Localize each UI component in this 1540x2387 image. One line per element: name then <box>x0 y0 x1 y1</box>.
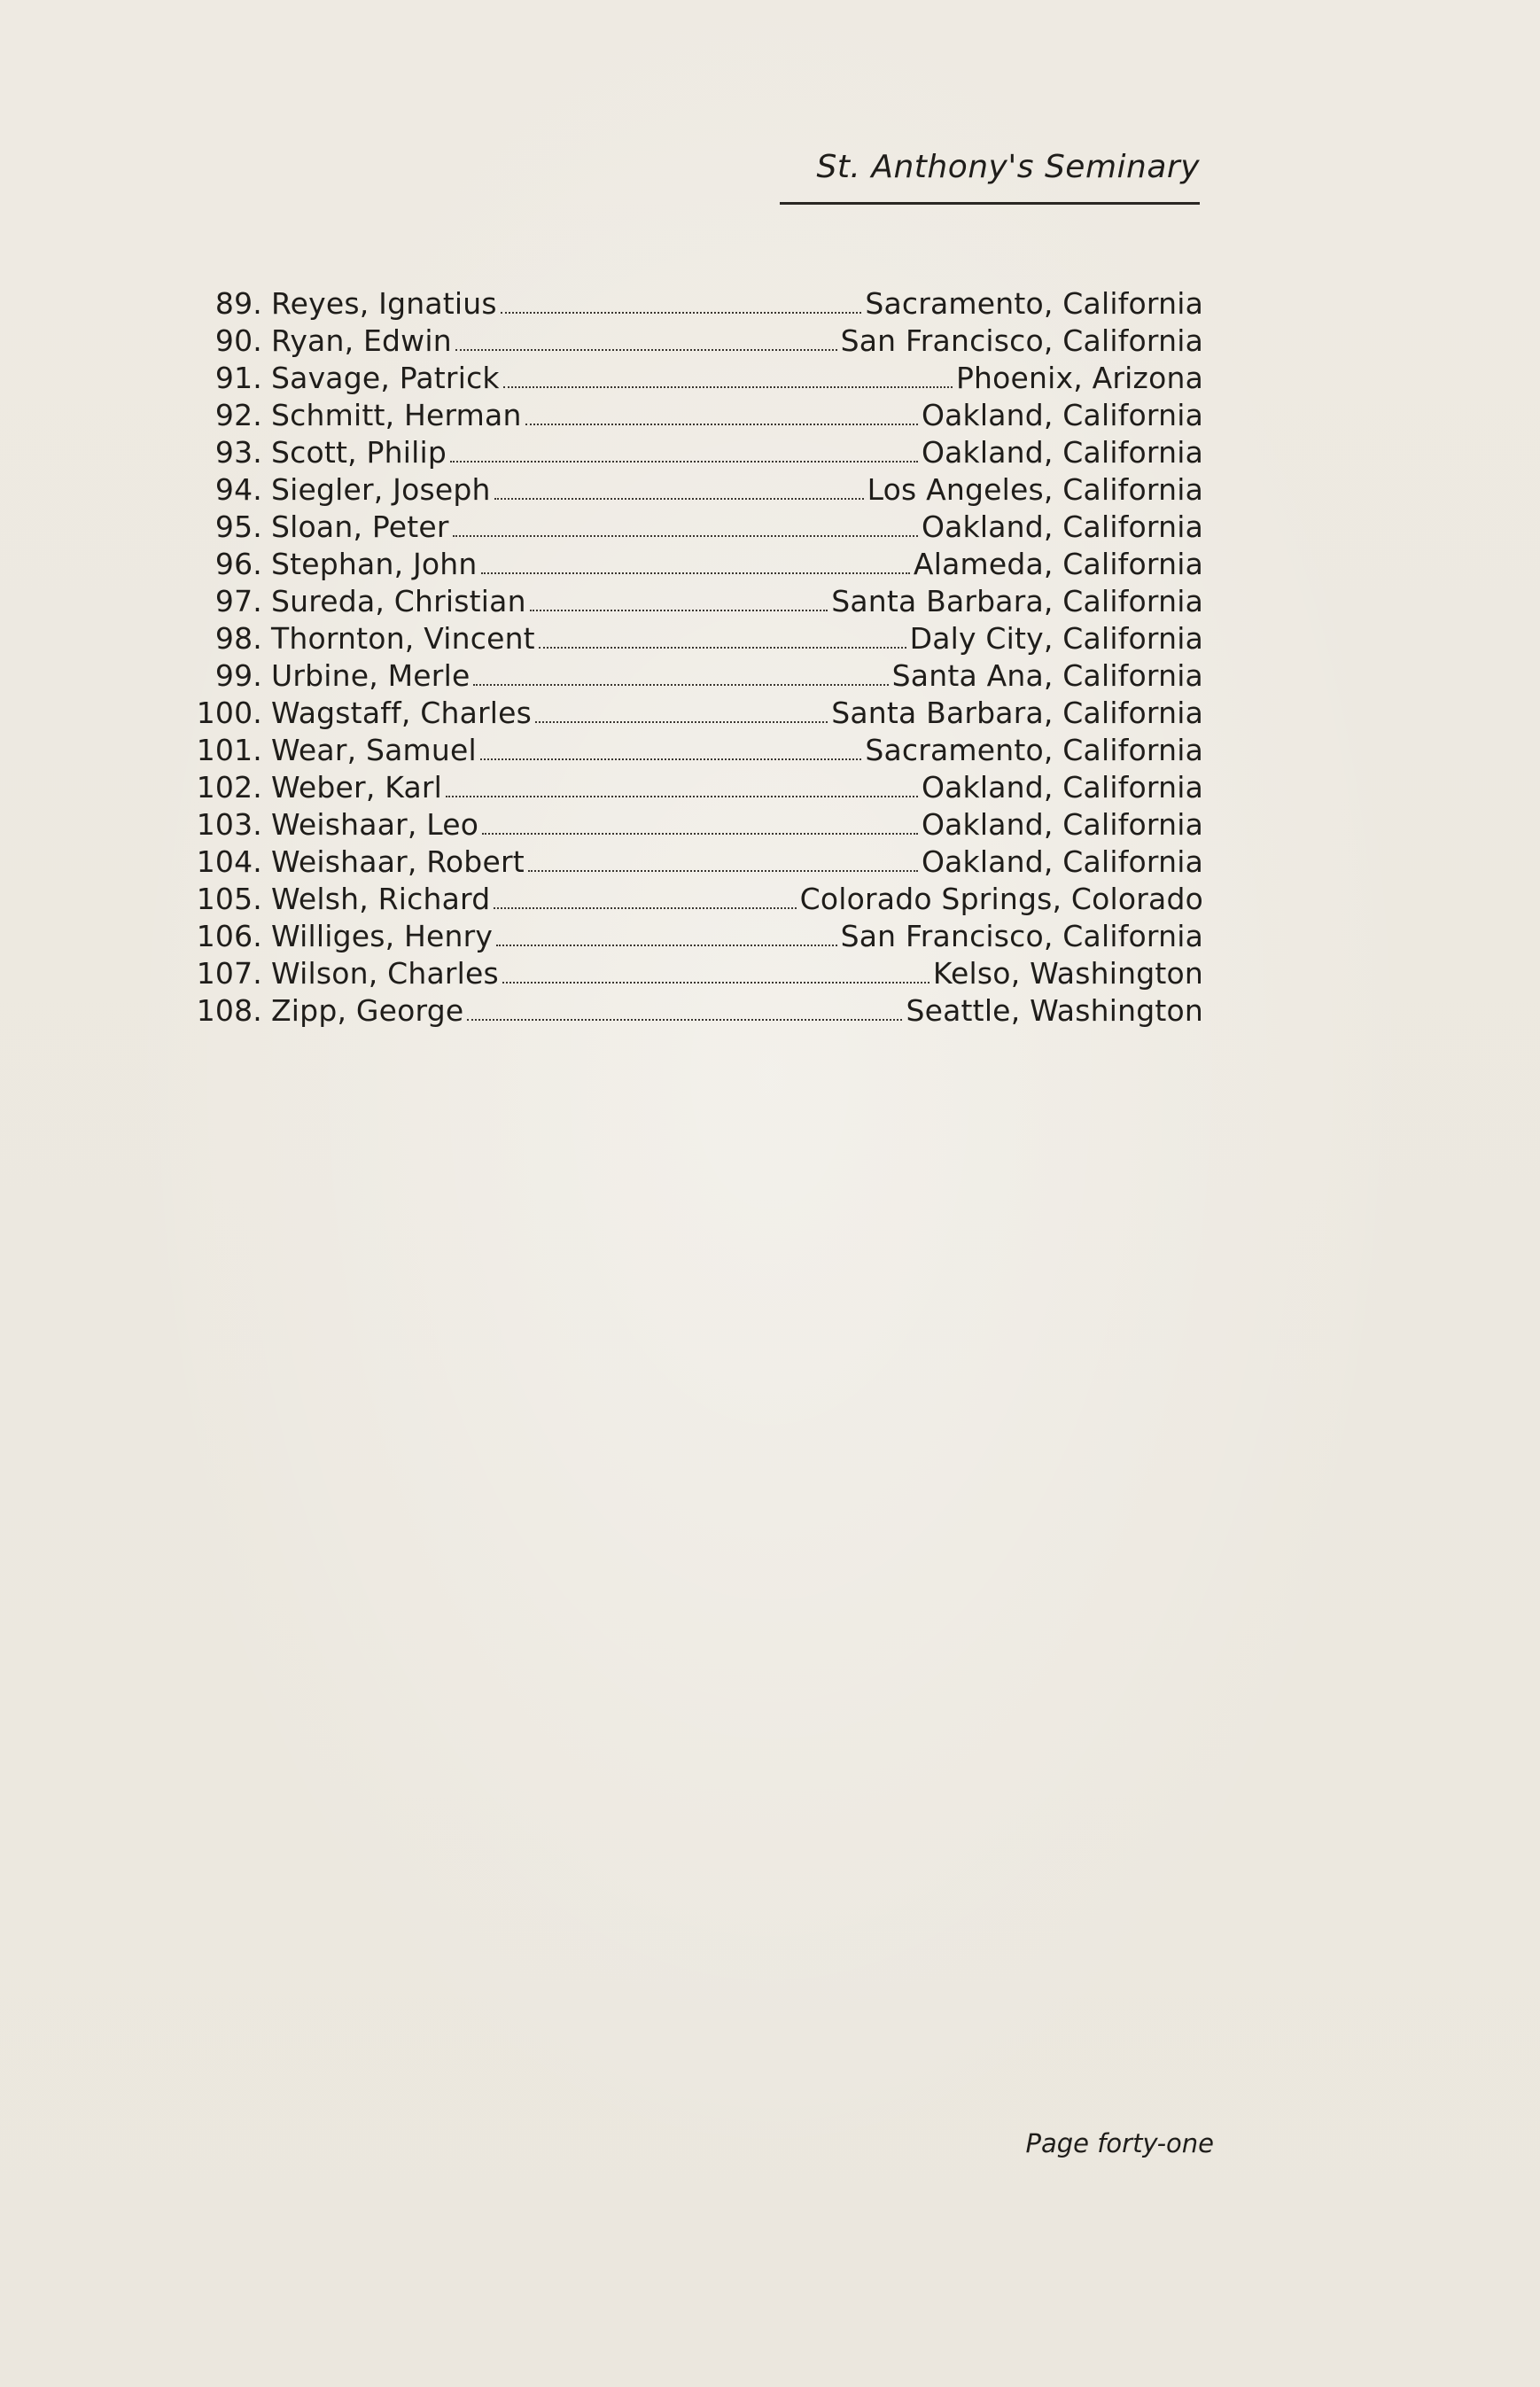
hometown: San Francisco, California <box>840 919 1203 953</box>
dot-leader <box>503 386 953 388</box>
roster-entry <box>177 918 1203 955</box>
roster-entry <box>177 732 1203 769</box>
entry-number: 90. <box>214 323 262 358</box>
dot-leader <box>473 684 888 686</box>
student-name: Ryan, Edwin <box>271 323 452 358</box>
header-rule <box>780 202 1200 205</box>
roster-entry <box>177 695 1203 732</box>
dot-leader <box>535 721 828 723</box>
roster-entry <box>177 397 1203 434</box>
dot-leader <box>528 870 918 872</box>
hometown: Daly City, California <box>909 621 1203 656</box>
dot-leader <box>502 982 929 984</box>
dot-leader <box>539 647 906 649</box>
entry-number: 105. <box>196 882 262 916</box>
entry-number: 104. <box>196 844 262 879</box>
student-name: Sureda, Christian <box>271 584 526 618</box>
hometown: Sacramento, California <box>865 286 1203 321</box>
roster-entry <box>177 583 1203 620</box>
student-name: Welsh, Richard <box>271 882 491 916</box>
student-name: Urbine, Merle <box>271 658 471 693</box>
roster-entry <box>177 360 1203 397</box>
dot-leader <box>453 535 918 537</box>
entry-number: 100. <box>196 696 262 730</box>
roster-entry <box>177 546 1203 583</box>
hometown: San Francisco, California <box>840 323 1203 358</box>
roster-entry <box>177 806 1203 844</box>
roster-entry <box>177 657 1203 695</box>
roster-entry <box>177 992 1203 1030</box>
student-name: Reyes, Ignatius <box>271 286 497 321</box>
student-name: Williges, Henry <box>271 919 494 953</box>
roster-entry <box>177 769 1203 806</box>
roster-entry <box>177 471 1203 509</box>
student-name: Wagstaff, Charles <box>271 696 533 730</box>
hometown: Oakland, California <box>921 435 1203 470</box>
hometown: Santa Barbara, California <box>831 696 1203 730</box>
dot-leader <box>501 312 862 314</box>
entry-number: 103. <box>196 807 262 842</box>
running-header-title: St. Anthony's Seminary <box>816 149 1200 185</box>
student-name: Scott, Philip <box>271 435 447 470</box>
page-number-label: Page forty-one <box>1025 2128 1214 2158</box>
hometown: Sacramento, California <box>865 733 1203 767</box>
hometown: Seattle, Washington <box>906 993 1203 1028</box>
entry-number: 98. <box>214 621 262 656</box>
entry-number: 101. <box>196 733 262 767</box>
roster-entry <box>177 881 1203 918</box>
student-name: Wilson, Charles <box>271 956 499 991</box>
roster-entry <box>177 844 1203 881</box>
dot-leader <box>481 572 910 574</box>
student-name: Siegler, Joseph <box>271 472 491 507</box>
hometown: Santa Barbara, California <box>831 584 1203 618</box>
dot-leader <box>446 796 918 797</box>
entry-number: 107. <box>196 956 262 991</box>
dot-leader <box>525 424 918 425</box>
student-roster-list <box>177 285 1203 1030</box>
hometown: Kelso, Washington <box>932 956 1203 991</box>
entry-number: 106. <box>196 919 262 953</box>
hometown: Oakland, California <box>921 770 1203 805</box>
entry-number: 99. <box>214 658 262 693</box>
dot-leader <box>494 907 796 909</box>
hometown: Oakland, California <box>921 807 1203 842</box>
student-name: Wear, Samuel <box>271 733 477 767</box>
student-name: Sloan, Peter <box>271 509 449 544</box>
dot-leader <box>480 758 861 760</box>
student-name: Zipp, George <box>271 993 464 1028</box>
student-name: Weber, Karl <box>271 770 443 805</box>
dot-leader <box>455 349 837 351</box>
roster-entry <box>177 323 1203 360</box>
student-name: Weishaar, Leo <box>271 807 479 842</box>
dot-leader <box>467 1019 902 1021</box>
entry-number: 108. <box>196 993 262 1028</box>
roster-entry <box>177 509 1203 546</box>
entry-number: 97. <box>214 584 262 618</box>
entry-number: 102. <box>196 770 262 805</box>
student-name: Stephan, John <box>271 547 478 581</box>
roster-entry <box>177 620 1203 657</box>
student-name: Savage, Patrick <box>271 361 500 395</box>
entry-number: 96. <box>214 547 262 581</box>
hometown: Alameda, California <box>913 547 1203 581</box>
entry-number: 93. <box>214 435 262 470</box>
student-name: Thornton, Vincent <box>271 621 535 656</box>
dot-leader <box>494 498 864 500</box>
roster-entry <box>177 434 1203 471</box>
entry-number: 94. <box>214 472 262 507</box>
hometown: Oakland, California <box>921 509 1203 544</box>
hometown: Oakland, California <box>921 844 1203 879</box>
dot-leader <box>496 945 836 946</box>
hometown: Los Angeles, California <box>867 472 1203 507</box>
entry-number: 95. <box>214 509 262 544</box>
entry-number: 92. <box>214 398 262 432</box>
roster-entry <box>177 955 1203 992</box>
hometown: Oakland, California <box>921 398 1203 432</box>
dot-leader <box>482 833 918 835</box>
entry-number: 89. <box>214 286 262 321</box>
hometown: Phoenix, Arizona <box>955 361 1203 395</box>
dot-leader <box>530 610 828 611</box>
student-name: Schmitt, Herman <box>271 398 522 432</box>
student-name: Weishaar, Robert <box>271 844 525 879</box>
hometown: Colorado Springs, Colorado <box>799 882 1203 916</box>
entry-number: 91. <box>214 361 262 395</box>
dot-leader <box>450 461 918 463</box>
hometown: Santa Ana, California <box>891 658 1203 693</box>
roster-entry <box>177 285 1203 323</box>
